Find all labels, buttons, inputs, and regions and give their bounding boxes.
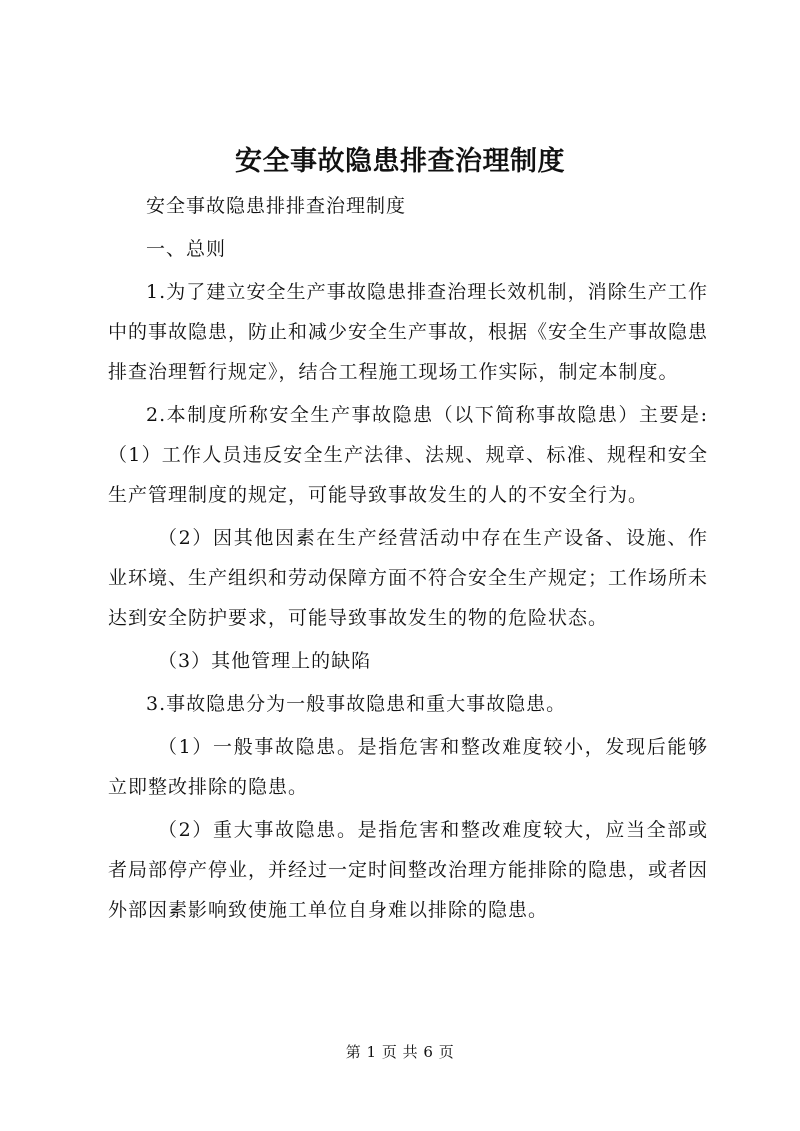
paragraph-section-heading: 一、总则 [146, 238, 227, 260]
paragraph-clause-2-item-3: （3）其他管理上的缺陷 [158, 650, 372, 672]
document-body [108, 186, 708, 933]
paragraph-clause-3-item-1: （1）一般事故隐患。是指危害和整改难度较小，发现后能够立即整改排除的隐患。 [108, 736, 708, 798]
paragraph-clause-2-item-2: （2）因其他因素在生产经营活动中存在生产设备、设施、作业环境、生产组织和劳动保障方面不符合安全生产规定；工作场所未达到安全防护要求，可能导致事故发生的物的危险状态。 [108, 527, 709, 629]
page-number-footer: 第 1 页 共 6 页 [345, 1043, 455, 1061]
paragraph-clause-1: 1.为了建立安全生产事故隐患排查治理长效机制，消除生产工作中的事故隐患，防止和减少安全生产事故，根据《安全生产事故隐患排查治理暂行规定》，结合工程施工现场工作实际，制定本制度。 [108, 281, 709, 383]
paragraph-clause-2: 2.本制度所称安全生产事故隐患（以下简称事故隐患）主要是:（1）工作人员违反安全生产法律、法规、规章、标准、规程和安全生产管理制度的规定，可能导致事故发生的人的不安全行为。 [108, 404, 708, 506]
paragraph-clause-3: 3.事故隐患分为一般事故隐患和重大事故隐患。 [146, 693, 567, 715]
paragraph-clause-3-item-2: （2）重大事故隐患。是指危害和整改难度较大，应当全部或者局部停产停业，并经过一定时间整改治理方能排除的隐患，或者因外部因素影响致使施工单位自身难以排除的隐患。 [108, 819, 709, 921]
paragraph-subtitle: 安全事故隐患排排查治理制度 [146, 195, 407, 217]
document-title: 安全事故隐患排查治理制度 [235, 146, 565, 177]
